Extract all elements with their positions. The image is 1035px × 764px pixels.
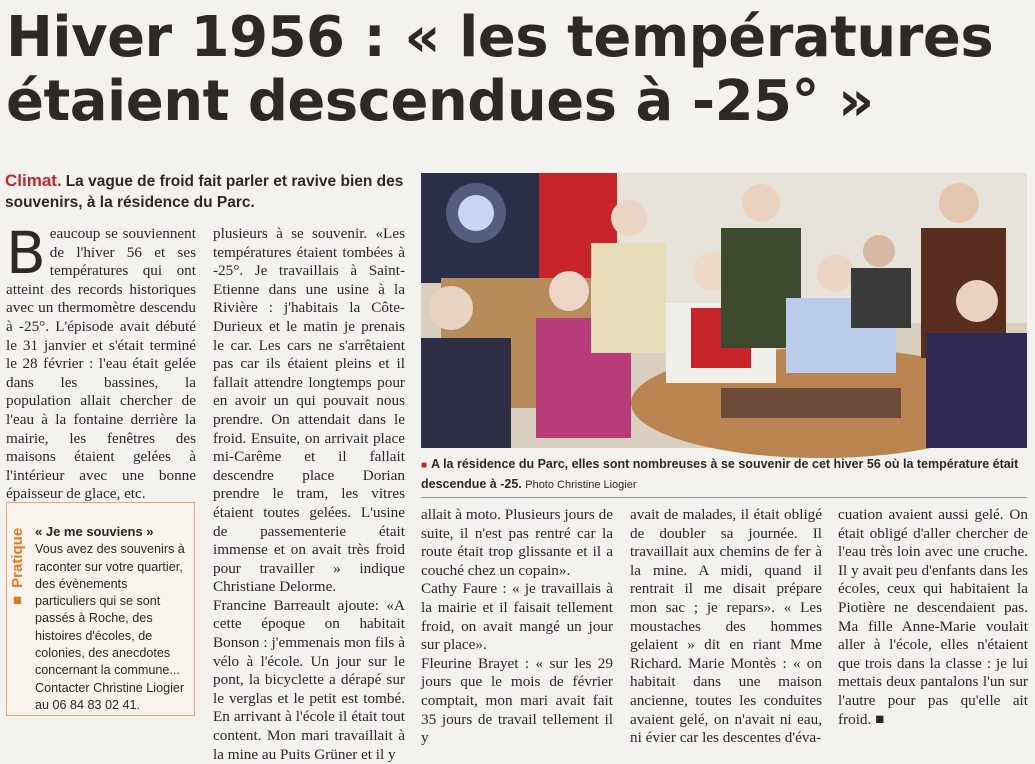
pratique-box: [6, 502, 195, 716]
photo-credit: Photo Christine Liogier: [525, 479, 637, 491]
caption-marker: ■: [421, 460, 428, 471]
caption-text: A la résidence du Parc, elles sont nombreuses à se souvenir de cet hiver 56 où la température était descendue à -25.: [421, 457, 1019, 491]
col4-text: avait de malades, il était obligé de doubler sa journée. Il travaillait aux chemins de fer à la mine. A midi, quand il rentrait il me disait prépare mon sac ; je repars». « Les moustaches des hommes gelaient » dit en riant Mme Richard. Marie Montès : « on habitait dans une maison ancienne, toutes les conduites avaient gelé, on n'avait ni eau, ni évier car les descentes d'éva-: [630, 506, 822, 747]
col3-text-c: Fleurine Brayet : « sur les 29 jours que le mois de février comptait, mon mari avait fait 35 jours de travail tellement il y: [421, 654, 613, 747]
article-col-5: [838, 506, 1028, 728]
photo-illustration: [421, 173, 1027, 448]
pratique-label: ■ Pratique: [9, 527, 26, 609]
divider: [421, 497, 1027, 498]
article-col-4: [630, 506, 822, 747]
headline-line1: Hiver 1956 : « les températures: [6, 5, 994, 70]
headline-line2: étaient descendues à -25° »: [6, 69, 874, 134]
pratique-body: [35, 523, 190, 714]
article-col-3: [421, 506, 613, 747]
article-col-2: [213, 225, 405, 763]
col1-text: eaucoup se souviennent de l'hiver 56 et ses températures qui ont atteint des records historiques avec un thermomètre descendu à -25°. L'épisode avait débuté le 31 janvier et s'était terminé le 28 février : l'eau était gelée dans les bassines, la population allait chercher de l'eau à la fontaine derrière la mairie, les fenêtres des maisons étaient gelées à l'intérieur avec une bonne épaisseur de glace, etc.: [6, 225, 196, 503]
col5-text: cuation avaient aussi gelé. On était obligé d'aller chercher de l'eau très loin avec une cruche. Il y avait peu d'enfants dans les écoles, ceux qui habitaient la Piotière ne descendaient pas. Ma fille Anne-Marie voulait aller à l'école, elles n'étaient que trois dans la classe : je lui mettais deux pantalons l'un sur l'autre pour pas qu'elle ait froid. ■: [838, 506, 1028, 728]
col2-text: plusieurs à se souvenir. «Les températures étaient tombées à -25°. Je travaillais à Saint-Etienne dans une usine à la Rivière : j'habitais la Côte-Durieux et le matin je prenais le car. Les cars ne s'arrêtaient pas car ils étaient pleins et il fallait attendre longtemps pour en avoir un qui pouvait nous prendre. On attendait dans le froid. Ensuite, on arrivait place mi-Carême et il fallait descendre place Dorian prendre le tram, les vitres étaient toutes gelées. L'usine de passementerie était immense et on avait très froid pour travailler » indique Christiane Delorme.: [213, 225, 405, 596]
article-col-1: [6, 219, 196, 503]
photo-caption: [421, 455, 1027, 494]
col3-text-b: Cathy Faure : « je travaillais à la mairie et il faisait tellement froid, on avait mangé un jour sur place».: [421, 580, 613, 654]
chapo-text: La vague de froid fait parler et ravive bien des souvenirs, à la résidence du Parc.: [5, 173, 404, 211]
pratique-title: « Je me souviens »: [35, 524, 154, 539]
photo: [421, 173, 1027, 448]
pratique-text: Vous avez des souvenirs à raconter sur votre quartier, des évènements particuliers qui se sont passés à Roche, des histoires d'écoles, de colonies, des anecdotes concernant la commune... Contacter Christine Liogier au 06 84 83 02 41.: [35, 542, 185, 712]
chapo: [5, 170, 410, 213]
col3-text: allait à moto. Plusieurs jours de suite, il n'est pas rentré car la route était trop glissante et il a couché chez un copain».: [421, 506, 613, 579]
kicker: Climat.: [5, 171, 62, 190]
col2-text-b: Francine Barreault ajoute: «A cette époque on habitait Bonson : j'emmenais mon fils à vélo à l'école. Un jour sur le pont, la bicyclette a dérapé sur le verglas et le petit est tombé. En arrivant à l'école il était tout content. Mon mari travaillait à la mine au Puits Grüner et il y: [213, 596, 405, 763]
dropcap: B: [6, 219, 46, 287]
headline: [6, 6, 1026, 134]
